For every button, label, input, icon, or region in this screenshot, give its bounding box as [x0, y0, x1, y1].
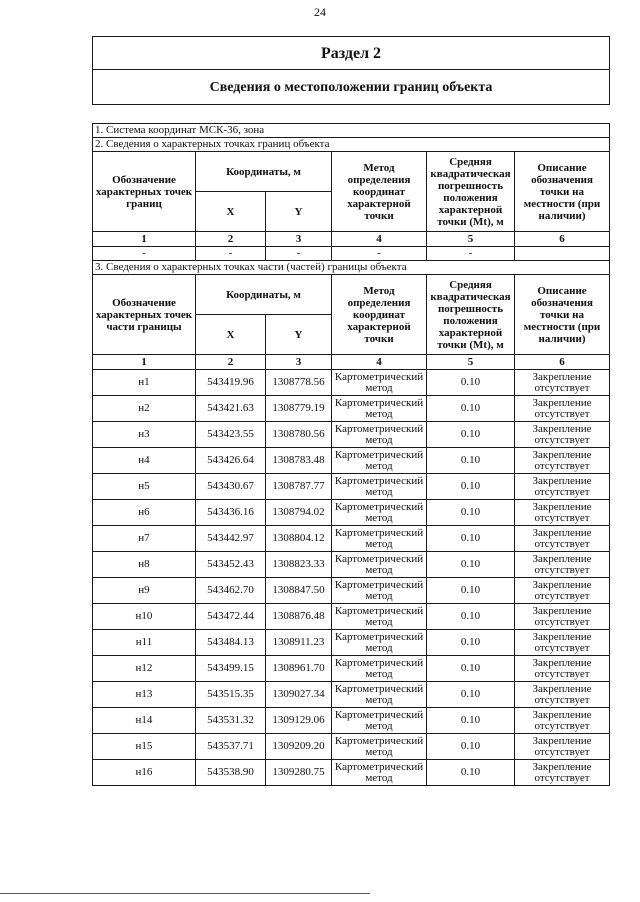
point-name-cell: н16 [93, 760, 196, 786]
y-coord-cell: 1309209.20 [266, 734, 332, 760]
method-cell: Картометрический метод [332, 500, 427, 526]
table-row [93, 396, 610, 422]
x-coord-cell: 543452.43 [196, 552, 266, 578]
table-row [93, 708, 610, 734]
error-cell: 0.10 [427, 760, 515, 786]
coord-system-line: 1. Система координат МСК-36, зона [93, 124, 610, 138]
error-cell: 0.10 [427, 578, 515, 604]
method-cell: Картометрический метод [332, 474, 427, 500]
dash-cell: - [427, 247, 515, 261]
point-name-cell: н11 [93, 630, 196, 656]
method-cell: Картометрический метод [332, 708, 427, 734]
method-cell: Картометрический метод [332, 396, 427, 422]
table-row [93, 448, 610, 474]
table-row [93, 526, 610, 552]
method-cell: Картометрический метод [332, 578, 427, 604]
x-coord-cell: 543442.97 [196, 526, 266, 552]
header-error: Средняя квадратическая погрешность положения характерной точки (Mt), м [427, 152, 515, 232]
y-coord-cell: 1308804.12 [266, 526, 332, 552]
error-cell: 0.10 [427, 708, 515, 734]
y-coord-cell: 1308783.48 [266, 448, 332, 474]
col-number: 4 [332, 355, 427, 370]
header-y: Y [266, 192, 332, 232]
x-coord-cell: 543423.55 [196, 422, 266, 448]
section-title: Раздел 2 [93, 37, 610, 70]
col-number: 2 [196, 232, 266, 247]
point-name-cell: н12 [93, 656, 196, 682]
description-cell: Закрепление отсутствует [515, 760, 610, 786]
x-coord-cell: 543419.96 [196, 370, 266, 396]
x-coord-cell: 543531.32 [196, 708, 266, 734]
method-cell: Картометрический метод [332, 682, 427, 708]
description-cell: Закрепление отсутствует [515, 552, 610, 578]
dash-cell [515, 247, 610, 261]
method-cell: Картометрический метод [332, 630, 427, 656]
header-method: Метод определения координат характерной точки [332, 275, 427, 355]
description-cell: Закрепление отсутствует [515, 604, 610, 630]
error-cell: 0.10 [427, 630, 515, 656]
dash-cell: - [196, 247, 266, 261]
table-row [93, 370, 610, 396]
error-cell: 0.10 [427, 370, 515, 396]
x-coord-cell: 543538.90 [196, 760, 266, 786]
error-cell: 0.10 [427, 422, 515, 448]
table-row [93, 578, 610, 604]
header-coords: Координаты, м [196, 275, 332, 315]
col-number: 6 [515, 355, 610, 370]
x-coord-cell: 543426.64 [196, 448, 266, 474]
table-row [93, 552, 610, 578]
error-cell: 0.10 [427, 448, 515, 474]
description-cell: Закрепление отсутствует [515, 682, 610, 708]
col-number: 2 [196, 355, 266, 370]
x-coord-cell: 543430.67 [196, 474, 266, 500]
description-cell: Закрепление отсутствует [515, 396, 610, 422]
description-cell: Закрепление отсутствует [515, 500, 610, 526]
header-y: Y [266, 315, 332, 355]
description-cell: Закрепление отсутствует [515, 656, 610, 682]
spacer [93, 105, 610, 124]
point-name-cell: н6 [93, 500, 196, 526]
points-heading: 2. Сведения о характерных точках границ объекта [93, 138, 610, 152]
description-cell: Закрепление отсутствует [515, 474, 610, 500]
table-row [93, 422, 610, 448]
col-number: 1 [93, 355, 196, 370]
boundary-info-table [92, 36, 610, 786]
y-coord-cell: 1308847.50 [266, 578, 332, 604]
dash-cell: - [93, 247, 196, 261]
header-designation: Обозначение характерных точек границ [93, 152, 196, 232]
point-name-cell: н14 [93, 708, 196, 734]
y-coord-cell: 1308876.48 [266, 604, 332, 630]
x-coord-cell: 543421.63 [196, 396, 266, 422]
x-coord-cell: 543436.16 [196, 500, 266, 526]
description-cell: Закрепление отсутствует [515, 526, 610, 552]
point-name-cell: н7 [93, 526, 196, 552]
point-name-cell: н3 [93, 422, 196, 448]
error-cell: 0.10 [427, 396, 515, 422]
error-cell: 0.10 [427, 474, 515, 500]
error-cell: 0.10 [427, 526, 515, 552]
table-row [93, 734, 610, 760]
y-coord-cell: 1308961.70 [266, 656, 332, 682]
x-coord-cell: 543484.13 [196, 630, 266, 656]
header-x: X [196, 315, 266, 355]
dash-cell: - [332, 247, 427, 261]
page-number: 24 [314, 5, 326, 19]
error-cell: 0.10 [427, 656, 515, 682]
col-number: 5 [427, 232, 515, 247]
description-cell: Закрепление отсутствует [515, 630, 610, 656]
col-number: 1 [93, 232, 196, 247]
method-cell: Картометрический метод [332, 422, 427, 448]
description-cell: Закрепление отсутствует [515, 370, 610, 396]
description-cell: Закрепление отсутствует [515, 448, 610, 474]
description-cell: Закрепление отсутствует [515, 734, 610, 760]
table-row [93, 474, 610, 500]
y-coord-cell: 1308911.23 [266, 630, 332, 656]
table-row [93, 500, 610, 526]
y-coord-cell: 1309027.34 [266, 682, 332, 708]
x-coord-cell: 543462.70 [196, 578, 266, 604]
point-name-cell: н8 [93, 552, 196, 578]
col-number: 5 [427, 355, 515, 370]
error-cell: 0.10 [427, 552, 515, 578]
col-number: 3 [266, 232, 332, 247]
y-coord-cell: 1308780.56 [266, 422, 332, 448]
description-cell: Закрепление отсутствует [515, 708, 610, 734]
table-row [93, 604, 610, 630]
method-cell: Картометрический метод [332, 370, 427, 396]
y-coord-cell: 1308778.56 [266, 370, 332, 396]
footer-line [0, 893, 370, 894]
point-name-cell: н13 [93, 682, 196, 708]
table-row [93, 760, 610, 786]
col-number: 6 [515, 232, 610, 247]
point-name-cell: н5 [93, 474, 196, 500]
point-name-cell: н4 [93, 448, 196, 474]
section-subtitle: Сведения о местоположении границ объекта [93, 70, 610, 105]
y-coord-cell: 1308823.33 [266, 552, 332, 578]
header-error: Средняя квадратическая погрешность положения характерной точки (Mt), м [427, 275, 515, 355]
error-cell: 0.10 [427, 734, 515, 760]
method-cell: Картометрический метод [332, 552, 427, 578]
y-coord-cell: 1308787.77 [266, 474, 332, 500]
point-name-cell: н1 [93, 370, 196, 396]
description-cell: Закрепление отсутствует [515, 422, 610, 448]
error-cell: 0.10 [427, 604, 515, 630]
y-coord-cell: 1308779.19 [266, 396, 332, 422]
method-cell: Картометрический метод [332, 604, 427, 630]
header-description: Описание обозначения точки на местности (при наличии) [515, 275, 610, 355]
y-coord-cell: 1309129.06 [266, 708, 332, 734]
error-cell: 0.10 [427, 500, 515, 526]
y-coord-cell: 1309280.75 [266, 760, 332, 786]
x-coord-cell: 543515.35 [196, 682, 266, 708]
description-cell: Закрепление отсутствует [515, 578, 610, 604]
header-description: Описание обозначения точки на местности (при наличии) [515, 152, 610, 232]
point-name-cell: н15 [93, 734, 196, 760]
dash-cell: - [266, 247, 332, 261]
header-designation: Обозначение характерных точек части границы [93, 275, 196, 355]
point-name-cell: н9 [93, 578, 196, 604]
point-name-cell: н10 [93, 604, 196, 630]
parts-heading: 3. Сведения о характерных точках части (частей) границы объекта [93, 261, 610, 275]
col-number: 3 [266, 355, 332, 370]
method-cell: Картометрический метод [332, 656, 427, 682]
header-coords: Координаты, м [196, 152, 332, 192]
header-x: X [196, 192, 266, 232]
y-coord-cell: 1308794.02 [266, 500, 332, 526]
x-coord-cell: 543537.71 [196, 734, 266, 760]
table-row [93, 656, 610, 682]
method-cell: Картометрический метод [332, 734, 427, 760]
table-row [93, 682, 610, 708]
point-name-cell: н2 [93, 396, 196, 422]
x-coord-cell: 543499.15 [196, 656, 266, 682]
col-number: 4 [332, 232, 427, 247]
error-cell: 0.10 [427, 682, 515, 708]
method-cell: Картометрический метод [332, 526, 427, 552]
method-cell: Картометрический метод [332, 760, 427, 786]
x-coord-cell: 543472.44 [196, 604, 266, 630]
method-cell: Картометрический метод [332, 448, 427, 474]
header-method: Метод определения координат характерной точки [332, 152, 427, 232]
table-row [93, 630, 610, 656]
